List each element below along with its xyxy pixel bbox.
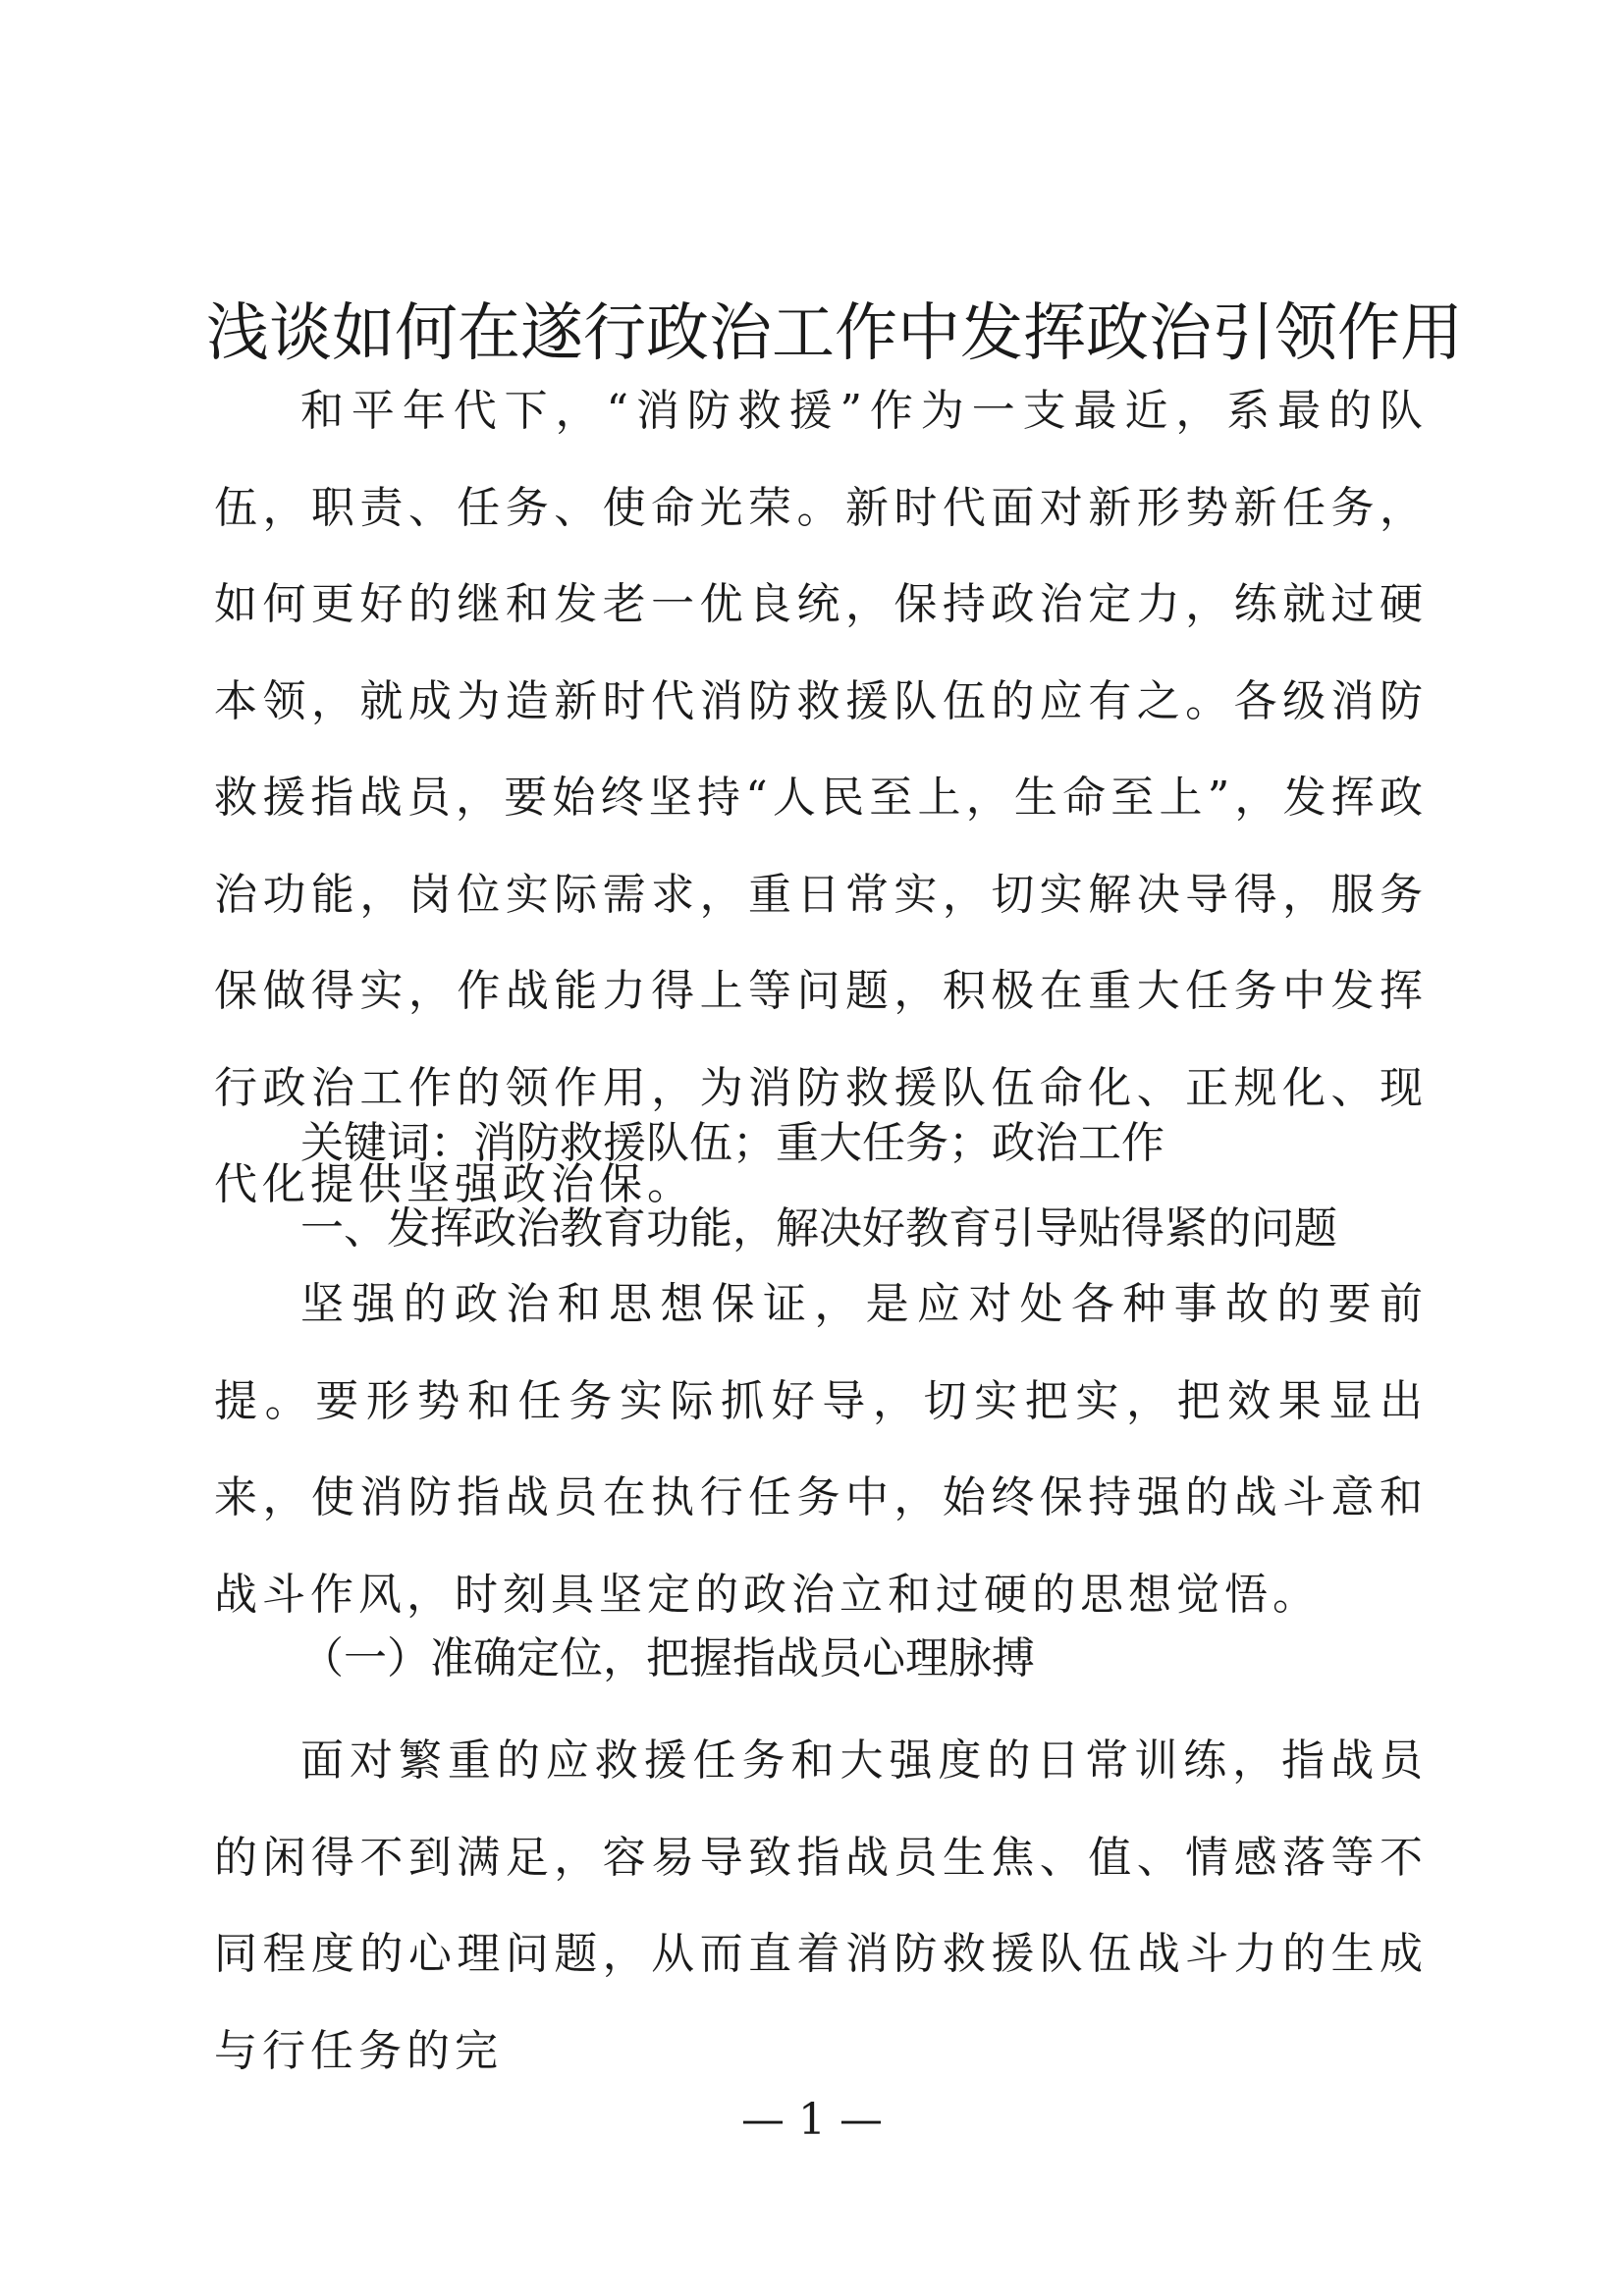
keywords-line: 关键词：消防救援队伍；重大任务；政治工作: [300, 1118, 1164, 1168]
section-heading-one: 一、发挥政治教育功能，解决好教育引导贴得紧的问题: [300, 1203, 1337, 1254]
section-one-paragraph: 坚强的政治和思想保证，是应对处各种事故的要前提。要形势和任务实际抓好导，切实把实，把效果显出来，使消防指战员在执行任务中，始终保持强的战斗意和战斗作风，时刻具坚定的政治立和过硬的思想觉悟。: [214, 1279, 1428, 1620]
subsection-heading-one: （一）准确定位，把握指战员心理脉搏: [300, 1633, 1035, 1683]
document-title: 浅谈如何在遂行政治工作中发挥政治引领作用: [206, 297, 1463, 370]
intro-paragraph: 和平年代下，“消防救援”作为一支最近，系最的队伍，职责、任务、使命光荣。新时代面对新形势新任务，如何更好的继和发老一优良统，保持政治定力，练就过硬本领，就成为造新时代消防救援队伍的应有之。各级消防救援指战员，要始终坚持“人民至上，生命至上”，发挥政治功能，岗位实际需求，重日常实，切实解决导得，服务保做得实，作战能力得上等问题，积极在重大任务中发挥行政治工作的领作用，为消防救援队伍命化、正规化、现代化提供坚强政治保。: [214, 386, 1428, 1209]
page-number: — 1 —: [741, 2095, 883, 2145]
subsection-one-paragraph: 面对繁重的应救援任务和大强度的日常训练，指战员的闲得不到满足，容易导致指战员生焦、值、情感落等不同程度的心理问题，从而直着消防救援队伍战斗力的生成与行任务的完: [214, 1735, 1428, 2076]
